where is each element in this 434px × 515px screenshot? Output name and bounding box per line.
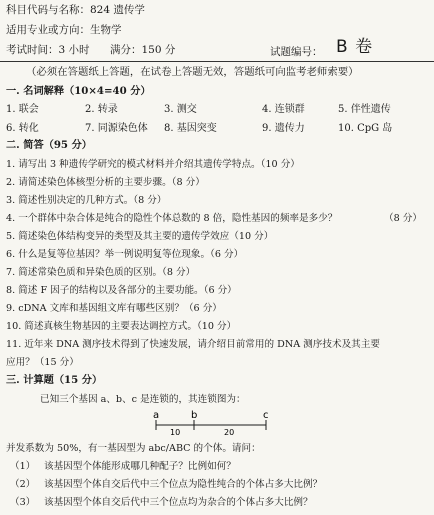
question-item: 9. cDNA 文库和基因组文库有哪些区别？（6 分） bbox=[6, 303, 222, 314]
question-score: （8 分） bbox=[384, 213, 422, 224]
section2-title: 二. 简答（95 分） bbox=[6, 139, 92, 151]
section3-stem: 并发系数为 50%，有一基因型为 abc/ABC 的个体。请问： bbox=[6, 443, 261, 454]
course-line: 科目代码与名称：824 遗传学 bbox=[6, 4, 145, 16]
section3-intro: 已知三个基因 a、b、c 是连锁的，其连锁图为： bbox=[40, 394, 246, 405]
term-item: 4. 连锁群 bbox=[262, 104, 305, 115]
sub-question: 该基因型个体能形成哪几种配子？比例如何？ bbox=[44, 461, 236, 472]
question-item: 应用？（15 分） bbox=[6, 357, 79, 368]
exam-version: B 卷 bbox=[336, 37, 374, 57]
term-item: 6. 转化 bbox=[6, 123, 39, 134]
term-item: 2. 转录 bbox=[85, 104, 118, 115]
sub-number: （3） bbox=[10, 497, 36, 508]
distance-label-ab: 10 bbox=[170, 428, 181, 436]
question-item: 1. 请写出 3 种遗传学研究的模式材料并介绍其遗传学特点。（10 分） bbox=[6, 159, 300, 170]
distance-label-bc: 20 bbox=[224, 428, 235, 436]
question-item: 5. 简述染色体结构变异的类型及其主要的遗传学效应（10 分） bbox=[6, 231, 274, 242]
section3-title: 三. 计算题（15 分） bbox=[6, 374, 103, 386]
term-item: 10. CpG 岛 bbox=[338, 123, 393, 134]
linkage-map bbox=[150, 408, 280, 436]
question-item: 3. 简述性别决定的几种方式。（8 分） bbox=[6, 195, 167, 206]
sub-number: （1） bbox=[10, 461, 36, 472]
term-item: 9. 遗传力 bbox=[262, 123, 305, 134]
major-line: 适用专业或方向：生物学 bbox=[6, 24, 122, 36]
question-item: 10. 简述真核生物基因的主要表达调控方式。（10 分） bbox=[6, 321, 237, 332]
time-label: 考试时间：3 小时 bbox=[6, 44, 90, 56]
term-item: 8. 基因突变 bbox=[164, 123, 217, 134]
section1-title: 一. 名词解释（10×4=40 分） bbox=[6, 85, 151, 97]
term-item: 7. 同源染色体 bbox=[85, 123, 148, 134]
question-item: 8. 简述 F 因子的结构以及各部分的主要功能。（6 分） bbox=[6, 285, 237, 296]
question-item: 7. 简述常染色质和异染色质的区别。（8 分） bbox=[6, 267, 196, 278]
term-item: 5. 伴性遗传 bbox=[338, 104, 391, 115]
score-label: 满分：150 分 bbox=[110, 44, 176, 56]
sub-question: 该基因型个体自交后代中三个位点均为杂合的个体占多大比例？ bbox=[44, 497, 313, 508]
notice-line: （必须在答题纸上答题，在试卷上答题无效，答题纸可向监考老师索要） bbox=[26, 66, 359, 78]
question-item: 4. 一个群体中杂合体是纯合的隐性个体总数的 8 倍，隐性基因的频率是多少？ bbox=[6, 213, 338, 224]
gene-label-b: b bbox=[191, 410, 198, 421]
gene-label-c: c bbox=[263, 410, 269, 421]
term-item: 1. 联会 bbox=[6, 104, 39, 115]
question-item: 11. 近年来 DNA 测序技术得到了快速发展，请介绍目前常用的 DNA 测序技术及其主要 bbox=[6, 339, 380, 350]
sub-number: （2） bbox=[10, 479, 36, 490]
question-item: 6. 什么是复等位基因？举一例说明复等位现象。（6 分） bbox=[6, 249, 244, 260]
term-item: 3. 测交 bbox=[164, 104, 197, 115]
question-item: 2. 请简述染色体核型分析的主要步骤。（8 分） bbox=[6, 177, 205, 188]
sub-question: 该基因型个体自交后代中三个位点为隐性纯合的个体占多大比例？ bbox=[44, 479, 323, 490]
header-divider bbox=[0, 61, 434, 62]
gene-label-a: a bbox=[153, 410, 160, 421]
exam-no-label: 试题编号： bbox=[270, 46, 323, 58]
